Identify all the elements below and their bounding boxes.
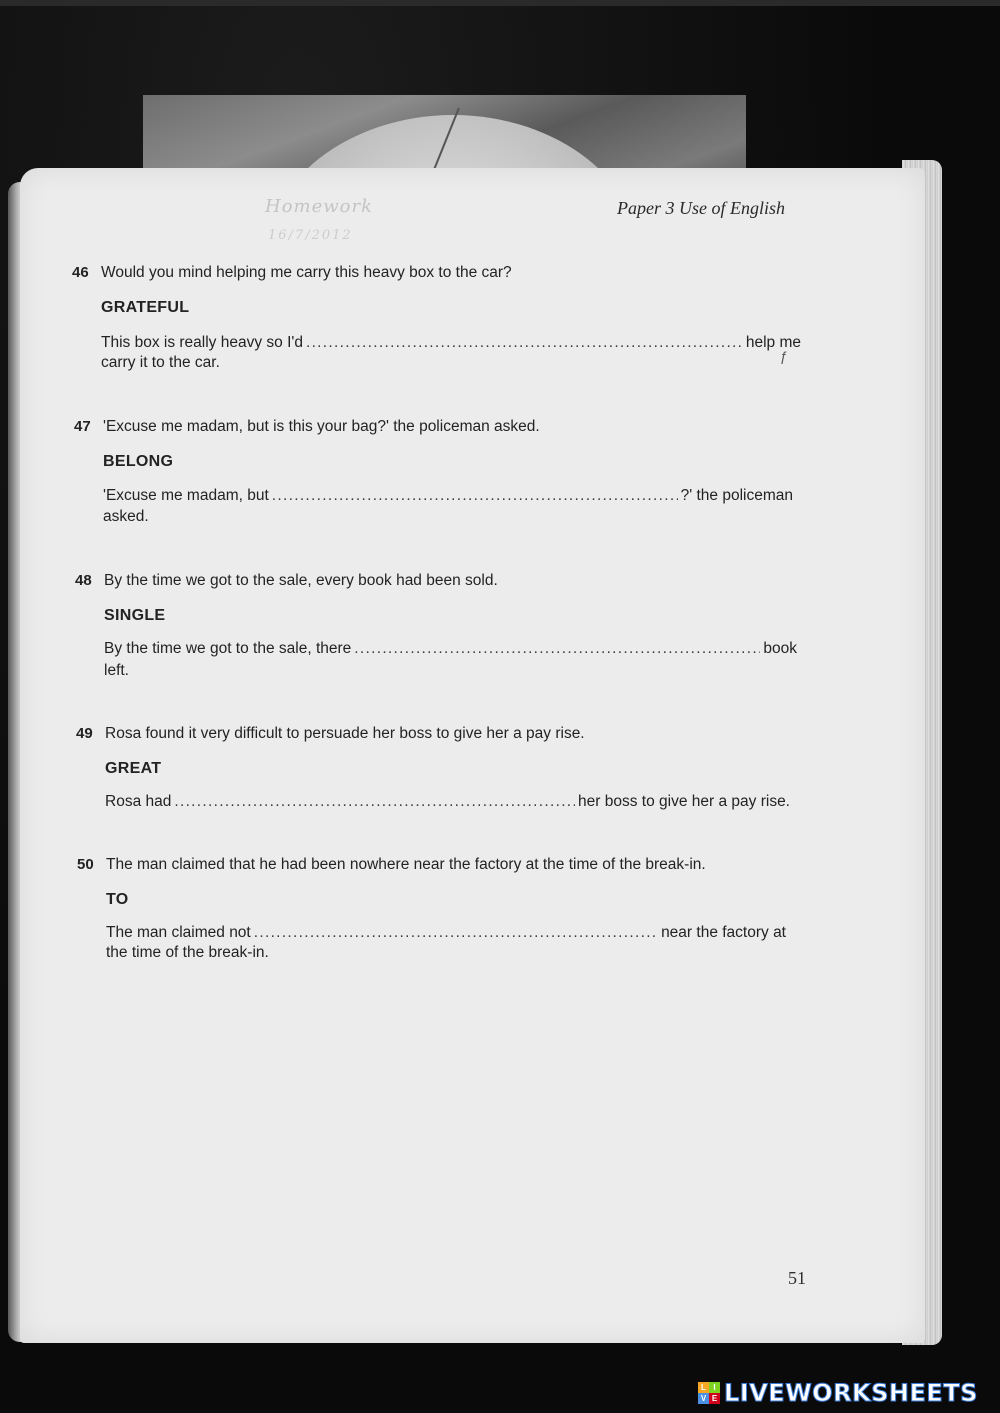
liveworksheets-logo-icon xyxy=(698,1382,720,1404)
answer-gap[interactable] xyxy=(272,484,678,507)
question-prompt: The man claimed that he had been nowhere near the factory at the time of the break-in. xyxy=(106,856,706,873)
question-number: 47 xyxy=(74,418,91,435)
answer-continuation: asked. xyxy=(103,508,149,525)
answer-before: 'Excuse me madam, but xyxy=(103,487,269,504)
keyword: TO xyxy=(106,891,129,908)
question-prompt: 'Excuse me madam, but is this your bag?' the policeman asked. xyxy=(103,418,540,435)
answer-continuation: carry it to the car. xyxy=(101,354,220,371)
question-prompt: Rosa found it very difficult to persuade her boss to give her a pay rise. xyxy=(105,725,585,742)
question-prompt: Would you mind helping me carry this heavy box to the car? xyxy=(101,264,512,281)
answer-before: By the time we got to the sale, there xyxy=(104,640,352,657)
scan-top-edge xyxy=(0,0,1000,6)
question-number: 49 xyxy=(76,725,93,742)
question-number: 50 xyxy=(77,856,94,873)
pencil-mark: ƒ xyxy=(780,348,788,364)
running-head: Paper 3 Use of English xyxy=(617,198,785,218)
answer-continuation: left. xyxy=(104,662,129,679)
answer-line xyxy=(104,637,797,660)
watermark[interactable] xyxy=(698,1379,978,1407)
answer-before: The man claimed not xyxy=(106,924,251,941)
answer-line xyxy=(103,484,793,507)
keyword: SINGLE xyxy=(104,607,166,624)
answer-line xyxy=(105,790,790,813)
answer-continuation: the time of the break-in. xyxy=(106,944,269,961)
logo-letter-i: I xyxy=(709,1382,720,1393)
page-number: 51 xyxy=(788,1268,806,1288)
keyword: BELONG xyxy=(103,453,174,470)
answer-gap[interactable] xyxy=(254,921,658,944)
watermark-text: LIVEWORKSHEETS xyxy=(724,1379,978,1407)
question-prompt: By the time we got to the sale, every book had been sold. xyxy=(104,572,498,589)
answer-gap[interactable] xyxy=(174,790,575,813)
logo-letter-e: E xyxy=(709,1393,720,1404)
answer-before: Rosa had xyxy=(105,793,172,810)
logo-letter-v: V xyxy=(698,1393,709,1404)
answer-line xyxy=(106,921,786,944)
answer-after: near the factory at xyxy=(661,924,786,941)
question-number: 46 xyxy=(72,264,89,281)
question-number: 48 xyxy=(75,572,92,589)
handwritten-date: 16/7/2012 xyxy=(268,228,353,243)
answer-gap[interactable] xyxy=(306,331,743,354)
answer-after: help me xyxy=(745,334,801,351)
answer-before: This box is really heavy so I'd xyxy=(101,334,303,351)
keyword: GRATEFUL xyxy=(101,299,190,316)
logo-letter-l: L xyxy=(698,1382,709,1393)
answer-after: ?' the policeman xyxy=(680,487,793,504)
answer-line xyxy=(101,331,801,354)
keyword: GREAT xyxy=(105,760,162,777)
answer-after: her boss to give her a pay rise. xyxy=(578,793,790,810)
handwritten-note: Homework xyxy=(265,196,374,217)
answer-after: book xyxy=(763,640,797,657)
answer-gap[interactable] xyxy=(354,637,760,660)
